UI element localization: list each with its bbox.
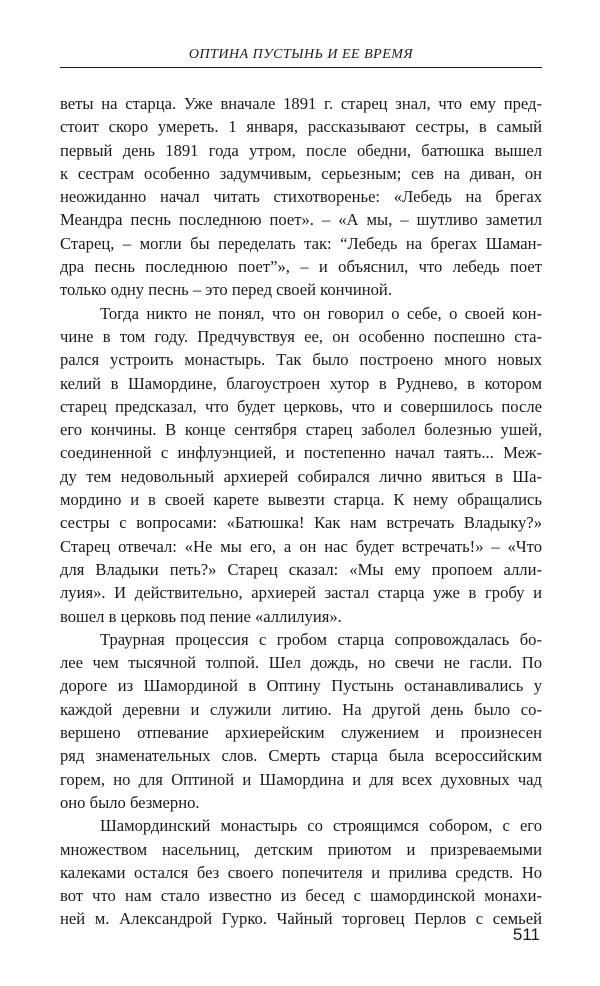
text-line: горем, но для Оптиной и Шамордина и для всех духовных чад <box>60 769 542 789</box>
text-line: ду тем недовольный архиерей собирался лично явиться в Ша- <box>60 466 542 486</box>
text-line: дороге из Шамординой в Оптину Пустынь останавливались у <box>60 676 542 696</box>
text-line: веты на старца. Уже вначале 1891 г. старец знал, что ему пред- <box>60 94 542 113</box>
text-line: первый день 1891 года утром, после обедни, батюшка вышел <box>60 140 542 160</box>
text-line: Старец отвечал: «Не мы его, а он нас будет встречать!» – «Что <box>60 536 542 556</box>
text-line: вершено отпевание архиерейским служением и произнесен <box>60 723 542 743</box>
text-line: лее чем тысячной толпой. Шел дождь, но свечи не гасли. По <box>60 653 542 673</box>
text-line: вот что нам стало известно из бесед с шамординской монахи- <box>60 886 542 906</box>
text-line: сестры с вопросами: «Батюшка! Как нам встречать Владыку?» <box>60 513 542 533</box>
text-line: вошел в церковь под пение «аллилуия». <box>60 606 342 626</box>
text-line: для Владыки петь?» Старец сказал: «Мы ему пропоем алли- <box>60 559 542 579</box>
text-line: ней м. Александрой Гурко. Чайный торговец Перлов с семьей <box>60 909 542 929</box>
text-line: оно было безмерно. <box>60 792 200 812</box>
text-line: множеством насельниц, детским приютом и призреваемыми <box>60 839 542 859</box>
text-line: ряд знаменательных слов. Смерть старца была всероссийским <box>60 746 542 766</box>
running-header: ОПТИНА ПУСТЫНЬ И ЕЕ ВРЕМЯ <box>188 47 414 62</box>
text-line: дра песнь последнюю поет”», – и объяснил, что лебедь поет <box>60 257 542 277</box>
text-line: его кончины. В конце сентября старец заболел болезнью ушей, <box>60 420 542 440</box>
text-line: рался устроить монастырь. Так было построено много новых <box>60 350 542 370</box>
page-number: 511 <box>512 925 540 944</box>
text-line: келий в Шамордине, благоустроен хутор в Руднево, в котором <box>60 373 542 393</box>
paragraph <box>60 814 542 930</box>
text-line: чине в том году. Предчувствуя ее, он особенно поспешно ста- <box>60 326 542 346</box>
text-line: к сестрам особенно задумчивым, серьезным; сев на диван, он <box>60 163 542 183</box>
text-line: Старец, – могли бы переделать так: “Лебедь на брегах Шаман- <box>60 233 542 253</box>
text-line: Траурная процессия с гробом старца сопровождалась бо- <box>100 629 542 649</box>
text-line: старец предсказал, что будет церковь, что и совершилось после <box>60 396 542 416</box>
text-line: мордино и в своей карете вывезти старца. К нему обращались <box>60 490 542 510</box>
paragraph <box>60 302 542 628</box>
text-line: луия». И действительно, архиерей застал старца уже в гробу и <box>60 583 542 603</box>
text-line: Меандра песнь последнюю поет». – «А мы, – шутливо заметил <box>60 210 542 230</box>
text-line: стоит скоро умереть. 1 января, рассказывают сестры, в самый <box>60 117 542 137</box>
header-rule <box>60 67 542 68</box>
paragraph <box>60 628 542 814</box>
text-line: калеками остался без своего попечителя и прилива средств. Но <box>60 862 542 882</box>
text-line: Шамординский монастырь со строящимся собором, с его <box>100 816 542 836</box>
text-line: соединенной с инфлуэнцией, и постепенно начал таять... Меж- <box>60 443 542 463</box>
body-text <box>60 92 542 931</box>
text-line: неожиданно начал читать стихотворенье: «Лебедь на брегах <box>60 187 542 207</box>
text-line: только одну песнь – это перед своей кончиной. <box>60 280 392 300</box>
text-line: каждой деревни и служили литию. На другой день было со- <box>60 699 542 719</box>
text-line: Тогда никто не понял, что он говорил о себе, о своей кон- <box>100 303 542 323</box>
paragraph <box>60 92 542 302</box>
